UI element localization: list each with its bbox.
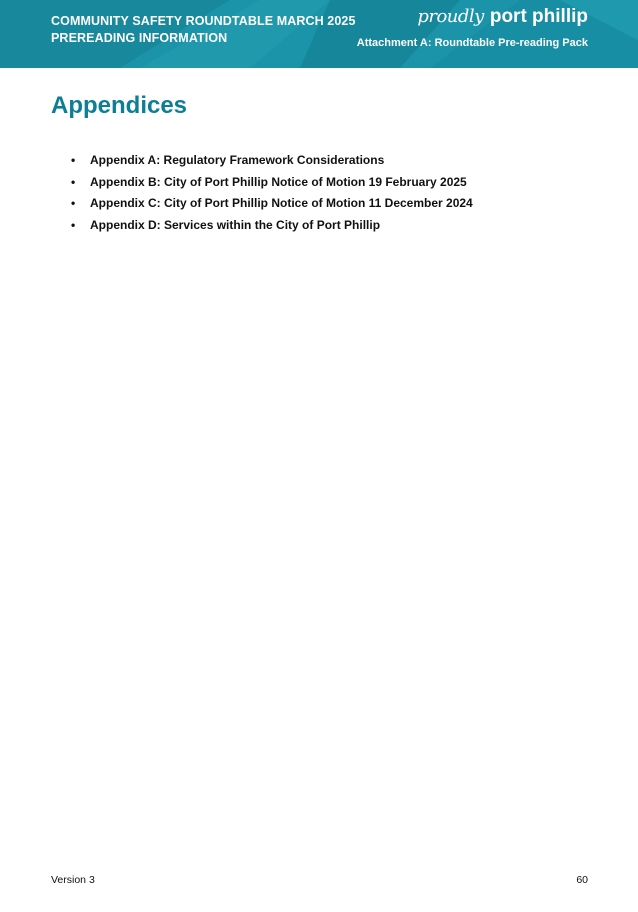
logo-bold-text: port phillip (489, 6, 588, 27)
document-title (51, 13, 356, 47)
attachment-label: Attachment A: Roundtable Pre-reading Pack (356, 37, 588, 49)
footer-version: Version 3 (51, 874, 95, 886)
appendix-b-label: Appendix B: City of Port Phillip Notice of Motion 19 February 2025 (90, 174, 467, 189)
list-item (71, 151, 473, 173)
bullet-icon: • (71, 174, 76, 189)
bullet-icon: • (71, 196, 76, 210)
footer-page-number: 60 (576, 874, 588, 886)
appendix-d-label: Appendix D: Services within the City of Port Phillip (90, 217, 381, 232)
list-item (71, 194, 473, 216)
title-line-2: PREREADING INFORMATION (51, 31, 228, 45)
title-line-1: COMMUNITY SAFETY ROUNDTABLE MARCH 2025 (51, 14, 356, 28)
logo-script-text: proudly (417, 6, 484, 27)
proudly-port-phillip-logo (417, 6, 588, 28)
header-banner (0, 0, 638, 68)
appendix-a-label: Appendix A: Regulatory Framework Considerations (90, 153, 385, 167)
bullet-icon: • (71, 217, 76, 232)
appendix-list (71, 151, 473, 237)
list-item (71, 216, 473, 238)
page-heading: Appendices (51, 92, 188, 119)
list-item (71, 173, 473, 195)
bullet-icon: • (71, 153, 76, 167)
appendix-c-label: Appendix C: City of Port Phillip Notice of Motion 11 December 2024 (90, 196, 473, 210)
